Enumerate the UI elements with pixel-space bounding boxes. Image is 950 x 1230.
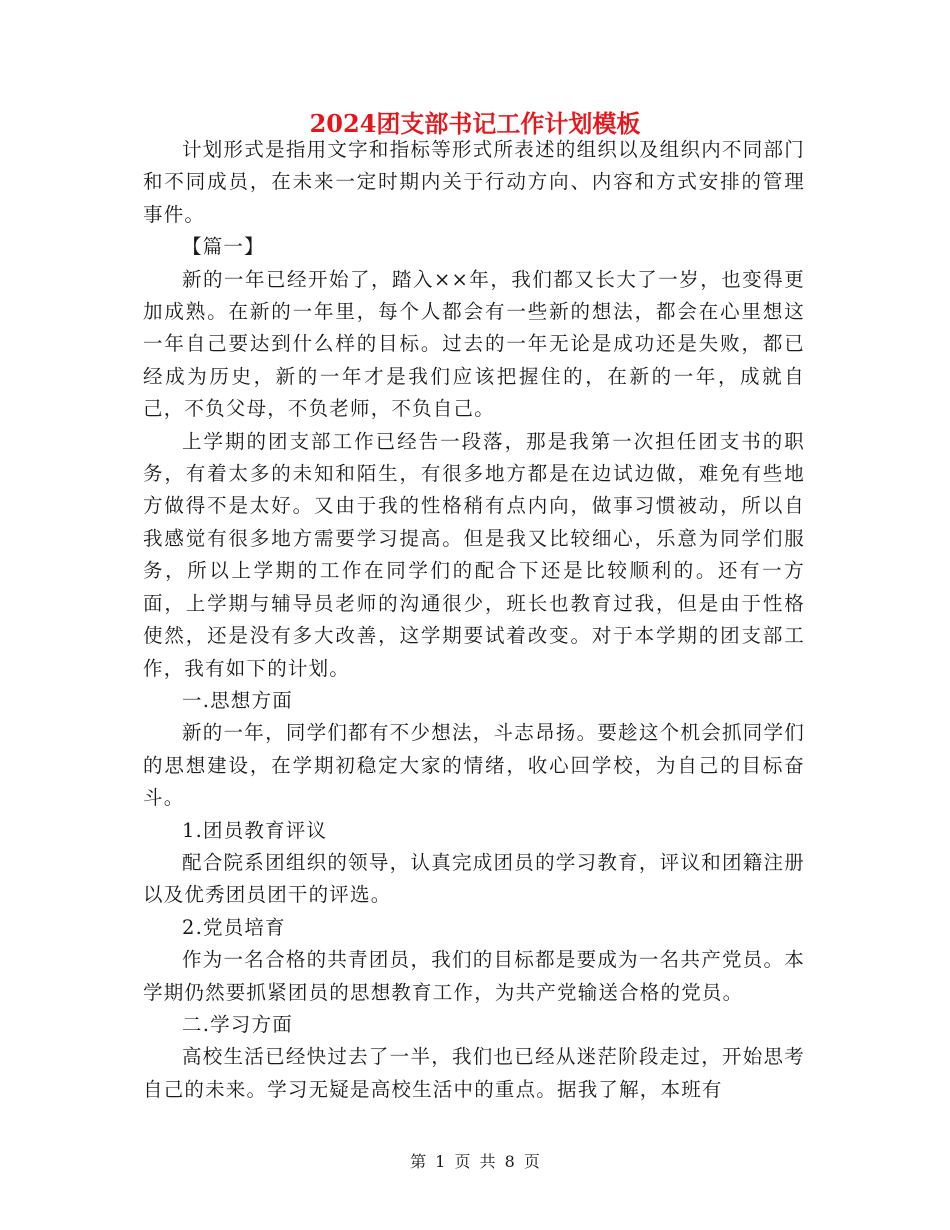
subsection-heading: 1.团员教育评议 xyxy=(182,818,328,842)
document-title: 2024团支部书记工作计划模板 xyxy=(309,109,641,138)
paragraph: 高校生活已经快过去了一半，我们也已经从迷茫阶段走过，开始思考自己的未来。学习无疑是高校生活中的重点。据我了解，本班有 xyxy=(143,1045,805,1101)
paragraph: 配合院系团组织的领导，认真完成团员的学习教育，评议和团籍注册以及优秀团员团干的评选。 xyxy=(143,850,805,907)
paragraph-intro: 计划形式是指用文字和指标等形式所表述的组织以及组织内不同部门和不同成员，在未来一定时期内关于行动方向、内容和方式安排的管理事件。 xyxy=(143,138,805,226)
section-heading-part-one: 【篇一】 xyxy=(182,235,265,259)
paragraph: 新的一年已经开始了，踏入××年，我们都又长大了一岁，也变得更加成熟。在新的一年里，每个人都会有一些新的想法，都会在心里想这一年自己要达到什么样的目标。过去的一年无论是成功还是失败，都已经成为历史，新的一年才是我们应该把握住的，在新的一年，成就自己，不负父母，不负老师，不负自己。 xyxy=(143,267,805,421)
paragraph: 上学期的团支部工作已经告一段落，那是我第一次担任团支书的职务，有着太多的未知和陌生，有很多地方都是在边试边做，难免有些地方做得不是太好。又由于我的性格稍有点内向，做事习惯被动，所以自我感觉有很多地方需要学习提高。但是我又比较细心，乐意为同学们服务，所以上学期的工作在同学们的配合下还是比较顺利的。还有一方面，上学期与辅导员老师的沟通很少，班长也教育过我，但是由于性格使然，还是没有多大改善，这学期要试着改变。对于本学期的团支部工作，我有如下的计划。 xyxy=(143,429,805,680)
section-heading: 一.思想方面 xyxy=(182,688,293,712)
document-body xyxy=(143,134,805,1106)
subsection-heading: 2.党员培育 xyxy=(182,915,286,939)
paragraph: 新的一年，同学们都有不少想法，斗志昂扬。要趁这个机会抓同学们的思想建设，在学期初稳定大家的情绪，收心回学校，为自己的目标奋斗。 xyxy=(143,721,805,810)
section-heading: 二.学习方面 xyxy=(182,1012,293,1036)
paragraph: 作为一名合格的共青团员，我们的目标都是要成为一名共产党员。本学期仍然要抓紧团员的思想教育工作，为共产党输送合格的党员。 xyxy=(143,948,805,1004)
page-footer: 第 1 页 共 8 页 xyxy=(410,1152,540,1171)
